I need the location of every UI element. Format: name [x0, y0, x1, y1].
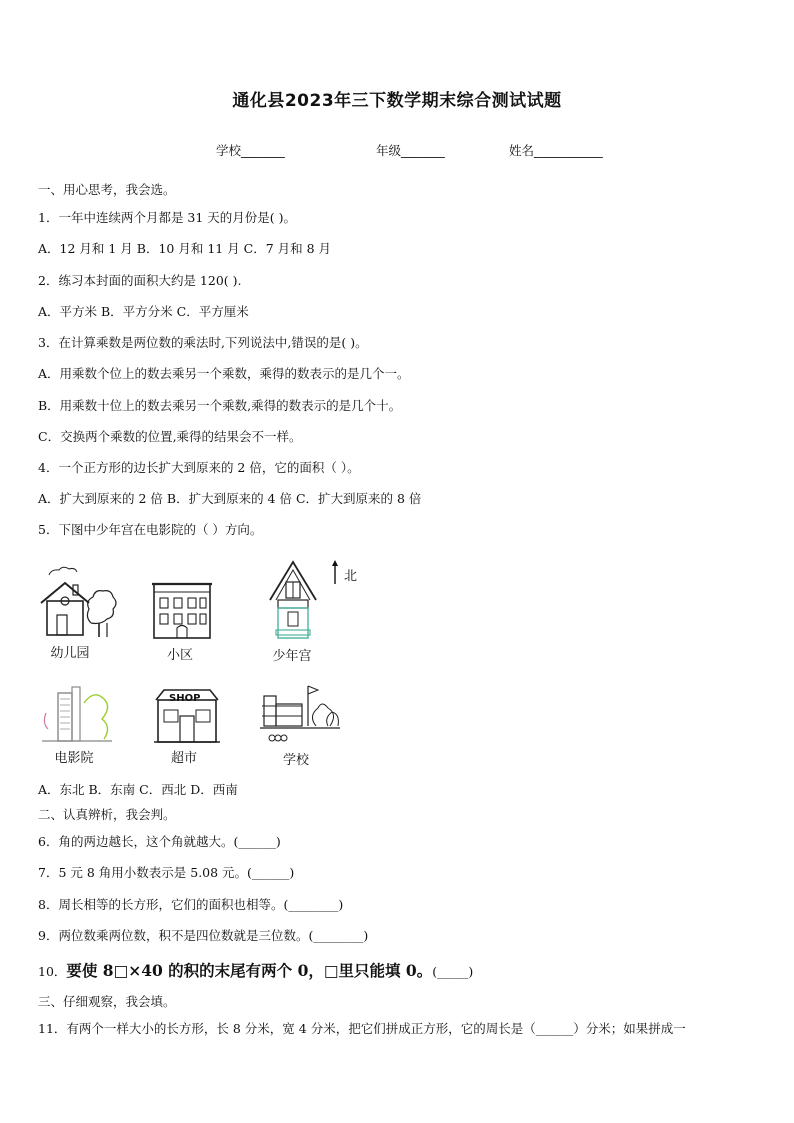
kindergarten-label: 幼儿园 [50, 646, 90, 661]
q4-stem: 4．一个正方形的边长扩大到原来的 2 倍，它的面积（ ）。 [38, 460, 360, 475]
q1-stem: 1．一年中连续两个月都是 31 天的月份是( )。 [38, 210, 297, 225]
q9: 9．两位数乘两位数，积不是四位数就是三位数。(________) [38, 928, 369, 943]
page-title: 通化县2023年三下数学期末综合测试试题 [232, 91, 562, 111]
name-field[interactable]: 姓名___________ [509, 143, 603, 158]
shop-sign: SHOP [169, 693, 201, 704]
community-icon [150, 578, 214, 640]
youth-palace-label: 少年宫 [272, 649, 312, 664]
q2-options: A．平方米 B．平方分米 C．平方厘米 [38, 304, 249, 319]
school-icon [258, 682, 342, 746]
grade-field[interactable]: 年级_______ [376, 143, 445, 158]
q6: 6．角的两边越长，这个角就越大。(______) [38, 834, 281, 849]
supermarket-label: 超市 [170, 751, 197, 766]
cinema-label: 电影院 [54, 751, 94, 766]
q4-options: A．扩大到原来的 2 倍 B．扩大到原来的 4 倍 C．扩大到原来的 8 倍 [38, 491, 422, 506]
school-label: 学校 [282, 753, 309, 768]
cinema-icon [40, 683, 114, 745]
q3-option-c: C．交换两个乘数的位置,乘得的结果会不一样。 [38, 429, 302, 444]
q10-blank[interactable]: (_____) [432, 964, 474, 979]
q8: 8．周长相等的长方形，它们的面积也相等。(________) [38, 897, 344, 912]
section3-heading: 三、仔细观察，我会填。 [38, 994, 176, 1009]
section2-heading: 二、认真辨析，我会判。 [38, 807, 176, 822]
school-field[interactable]: 学校_______ [216, 143, 285, 158]
q7: 7．5 元 8 角用小数表示是 5.08 元。(______) [38, 865, 295, 880]
q3-option-a: A．用乘数个位上的数去乘另一个乘数，乘得的数表示的是几个一。 [38, 366, 410, 381]
q11: 11．有两个一样大小的长方形，长 8 分米，宽 4 分米，把它们拼成正方形，它的周长是（______）分米；如果拼成一 [38, 1021, 686, 1036]
q10-text: 要使 8□×40 的积的末尾有两个 0，□里只能填 0。 [66, 961, 433, 980]
q5-options: A．东北 B．东南 C．西北 D．西南 [38, 782, 238, 797]
q10 [38, 959, 473, 981]
q2-stem: 2．练习本封面的面积大约是 120( ). [38, 273, 242, 288]
q10-number: 10． [38, 964, 67, 979]
q5-stem: 5．下图中少年宫在电影院的（ ）方向。 [38, 522, 263, 537]
youth-palace-icon [266, 560, 320, 642]
section1-heading: 一、用心思考，我会选。 [38, 182, 176, 197]
q3-option-b: B．用乘数十位上的数去乘另一个乘数,乘得的数表示的是几个十。 [38, 398, 402, 413]
north-label: 北 [344, 569, 358, 584]
q3-stem: 3．在计算乘数是两位数的乘法时,下列说法中,错误的是( )。 [38, 335, 368, 350]
community-label: 小区 [166, 648, 193, 663]
q1-options: A．12 月和 1 月 B．10 月和 11 月 C．7 月和 8 月 [38, 241, 332, 256]
kindergarten-icon [35, 565, 117, 640]
